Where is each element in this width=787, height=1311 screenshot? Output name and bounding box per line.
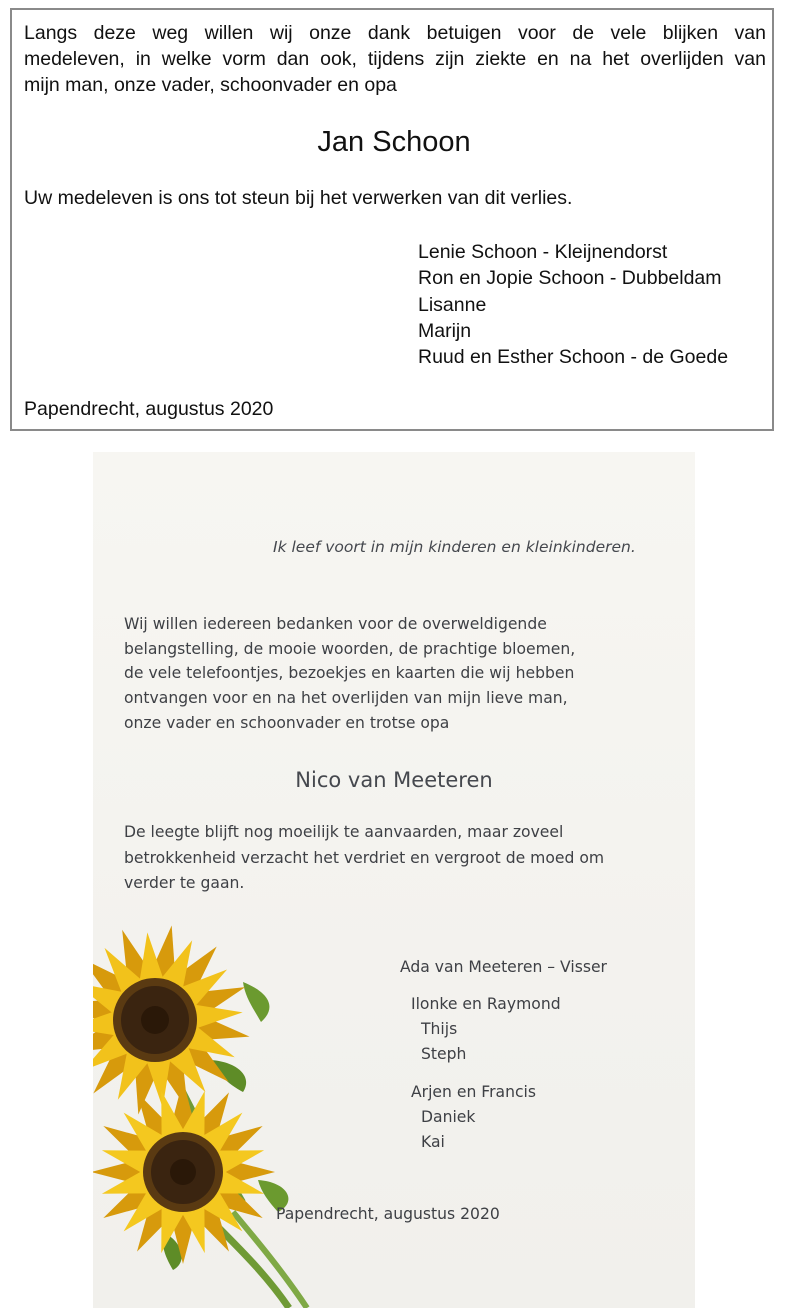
card1-signer: Ron en Jopie Schoon - Dubbeldam <box>418 267 722 290</box>
card1-signer: Lisanne <box>418 293 487 316</box>
card2-widow: Ada van Meeteren – Visser <box>400 958 607 976</box>
card2-family-group <box>411 992 561 1067</box>
card1-signer: Marijn <box>418 319 472 342</box>
card1-place-date: Papendrecht, augustus 2020 <box>24 398 274 420</box>
thank-you-card-jan-schoon <box>10 8 774 431</box>
card1-intro-line-3: mijn man, onze vader, schoonvader en opa <box>24 74 397 96</box>
family-parents: Ilonke en Raymond <box>411 995 561 1013</box>
card2-body-line: de vele telefoontjes, bezoekjes en kaarten die wij hebben <box>124 664 575 683</box>
family-child: Thijs <box>421 1020 458 1038</box>
card1-deceased-name: Jan Schoon <box>317 126 471 158</box>
card1-intro-line-2: medeleven, in welke vorm dan ook, tijdens zijn ziekte en na het overlijden van <box>24 48 766 70</box>
sunflower-leaf <box>243 982 269 1022</box>
family-child: Steph <box>421 1045 467 1063</box>
card1-signer: Lenie Schoon - Kleijnendorst <box>418 241 668 263</box>
card2-body-line: belangstelling, de mooie woorden, de prachtige bloemen, <box>124 639 576 658</box>
card1-signers-list <box>418 239 728 370</box>
card2-closing-line: De leegte blijft nog moeilijk te aanvaarden, maar zoveel <box>124 823 564 841</box>
card2-body-line: Wij willen iedereen bedanken voor de overweldigende <box>124 615 547 633</box>
family-child: Daniek <box>421 1108 476 1126</box>
family-parents: Arjen en Francis <box>411 1083 536 1101</box>
card1-signer: Ruud en Esther Schoon - de Goede <box>418 346 729 369</box>
family-child: Kai <box>421 1133 445 1151</box>
sunflowers-illustration <box>93 912 333 1308</box>
thank-you-card-nico-van-meeteren <box>93 452 695 1308</box>
card1-support-line: Uw medeleven is ons tot steun bij het verwerken van dit verlies. <box>24 187 573 209</box>
card2-closing-line: betrokkenheid verzacht het verdriet en vergroot de moed om <box>124 848 605 867</box>
sunflower-bottom <box>93 1080 275 1264</box>
card2-family-group <box>411 1080 536 1155</box>
card2-body-line: ontvangen voor en na het overlijden van mijn lieve man, <box>124 689 568 708</box>
sunflower-stem <box>233 1212 307 1308</box>
card2-body-line: onze vader en schoonvader en trotse opa <box>124 713 450 732</box>
card2-deceased-name: Nico van Meeteren <box>295 768 493 792</box>
card2-quote: Ik leef voort in mijn kinderen en kleinkinderen. <box>273 538 636 556</box>
card2-body <box>124 612 644 736</box>
card1-intro <box>24 20 766 98</box>
card2-place-date: Papendrecht, augustus 2020 <box>276 1205 500 1223</box>
sunflower-top <box>93 923 252 1117</box>
card2-closing-line: verder te gaan. <box>124 874 245 892</box>
card1-intro-line-1: Langs deze weg willen wij onze dank betuigen voor de vele blijken van <box>24 22 766 44</box>
card2-closing <box>124 820 654 897</box>
